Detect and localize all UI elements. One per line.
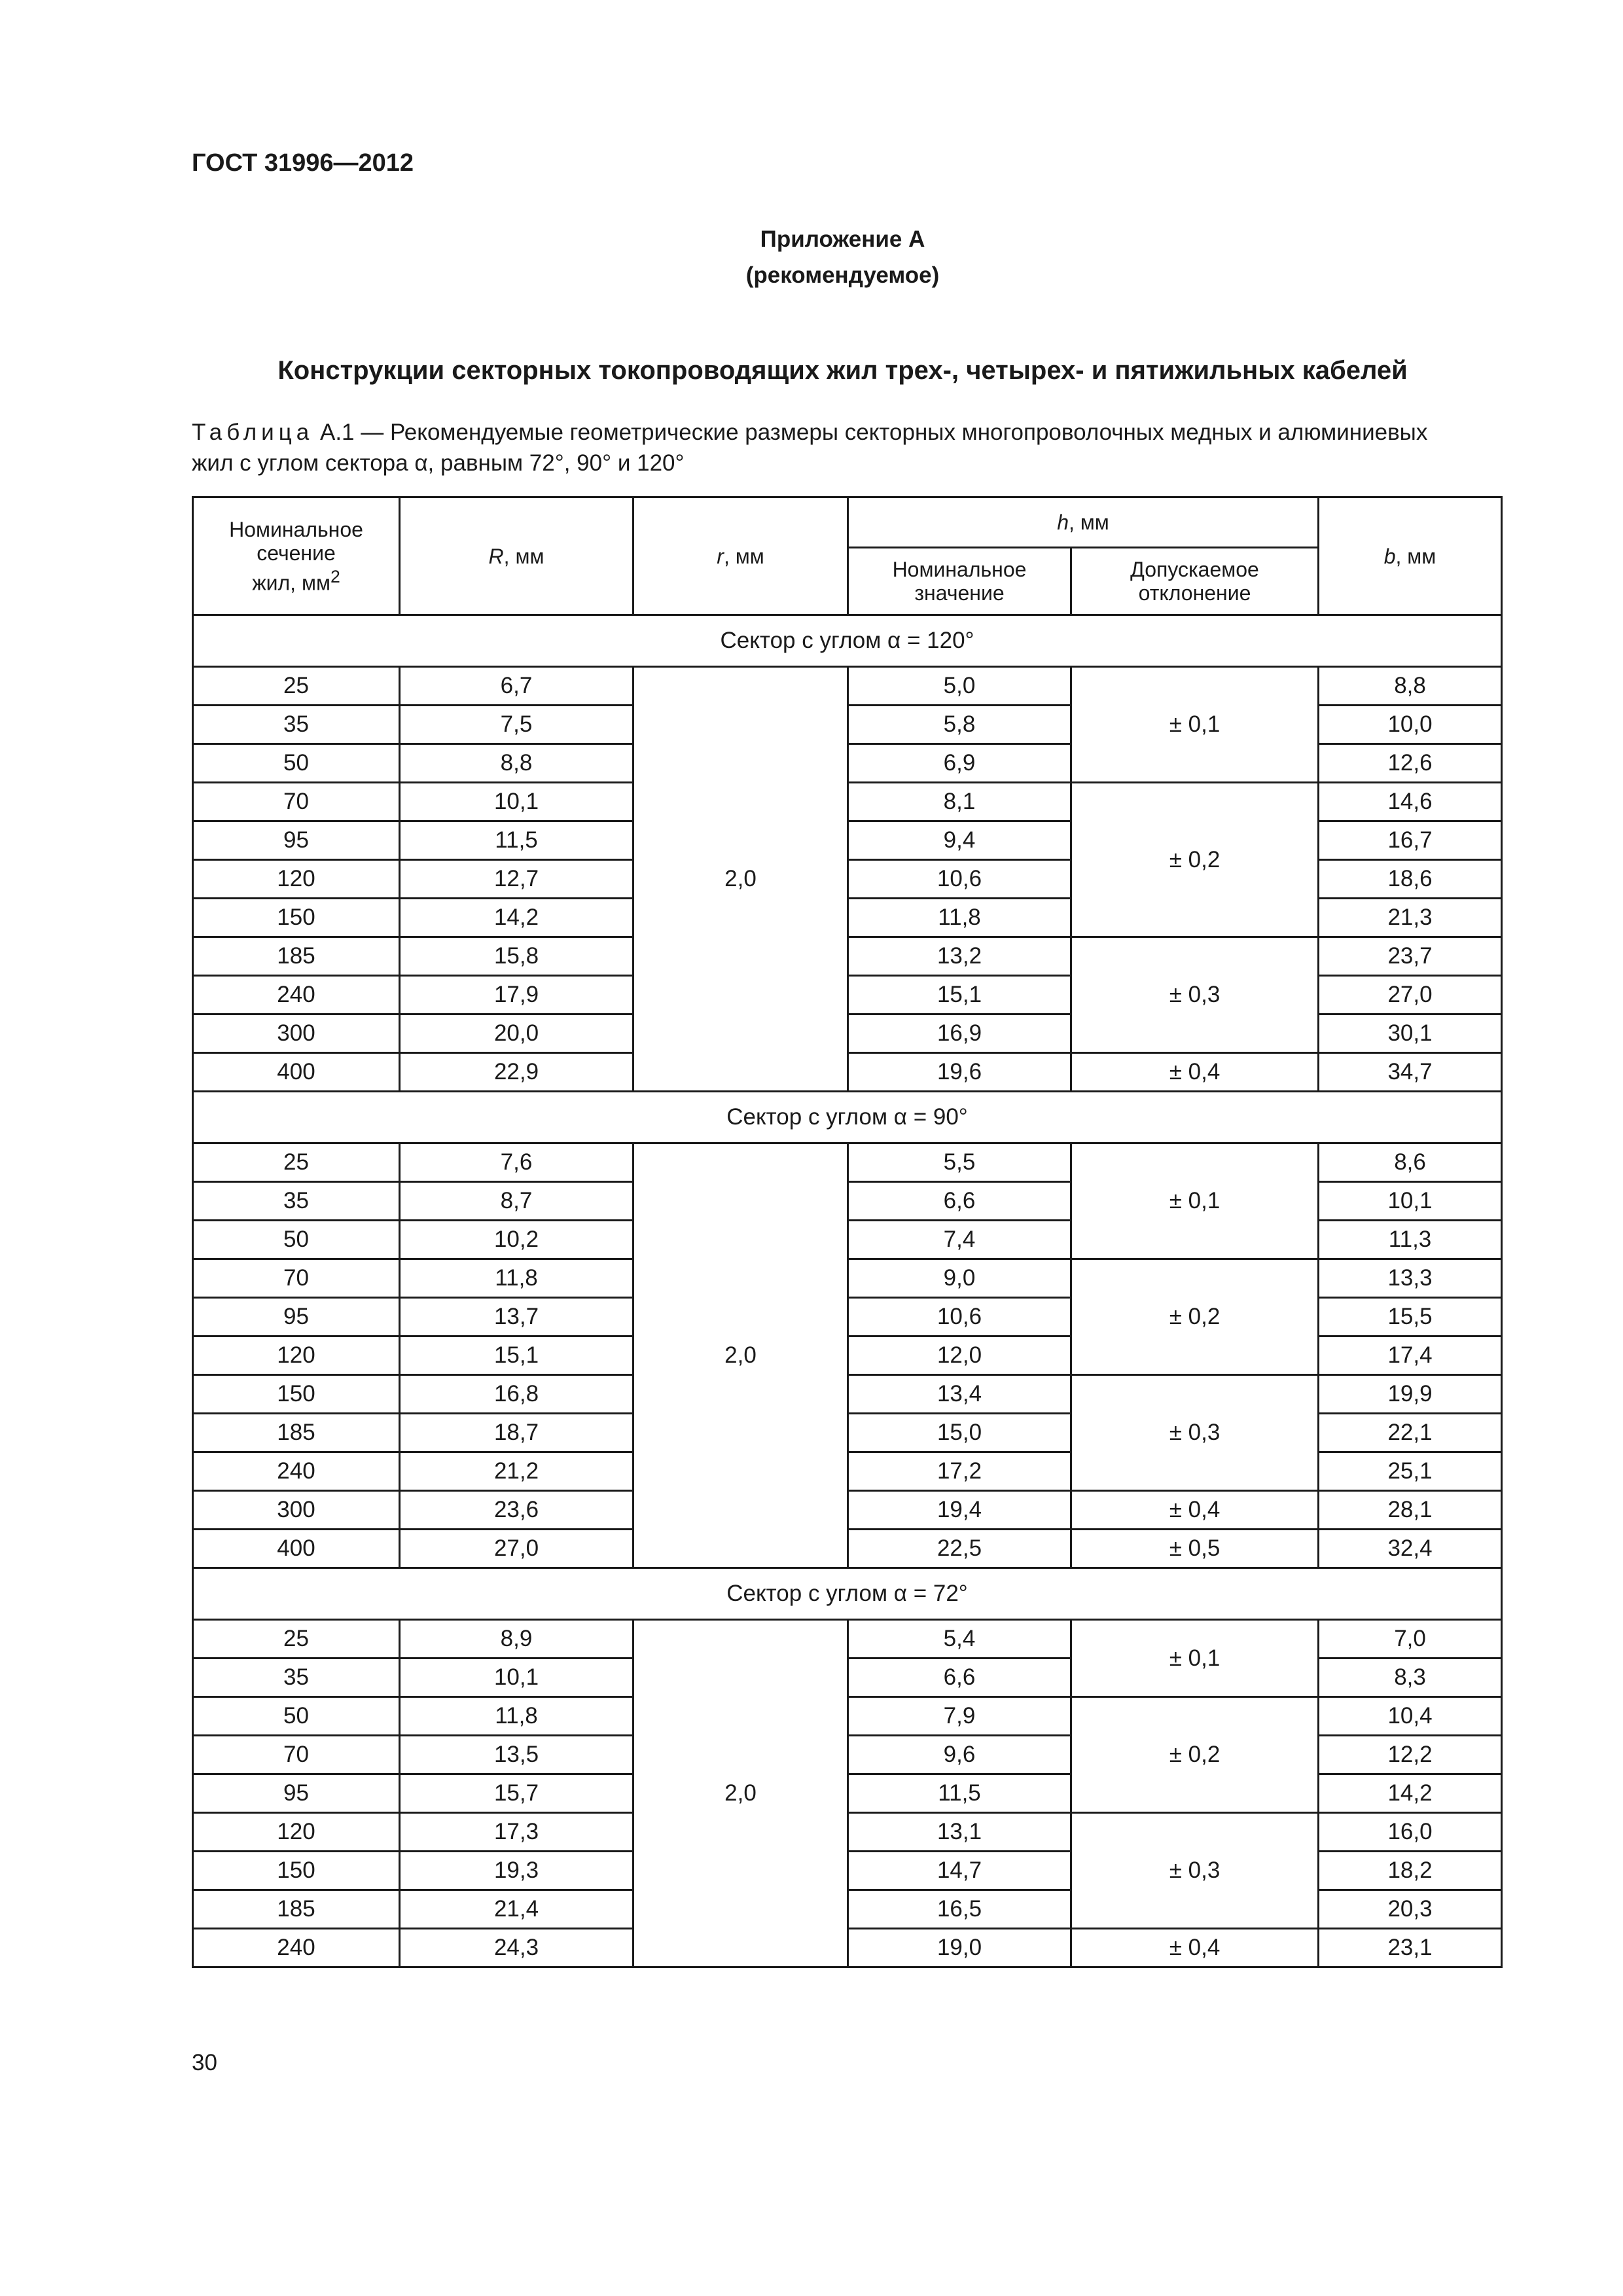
- cell-R: 13,7: [400, 1298, 633, 1336]
- cell-R: 22,9: [400, 1053, 633, 1092]
- cell-R: 12,7: [400, 860, 633, 899]
- cell-R: 8,8: [400, 744, 633, 783]
- cell-section: 25: [193, 1620, 400, 1659]
- cell-section: 95: [193, 1298, 400, 1336]
- cell-h-nominal: 17,2: [848, 1452, 1071, 1491]
- cell-h-nominal: 6,6: [848, 1659, 1071, 1697]
- cell-section: 240: [193, 1929, 400, 1967]
- cell-h-nominal: 11,8: [848, 899, 1071, 937]
- header-R: R, мм: [400, 497, 633, 615]
- cell-h-nominal: 7,4: [848, 1221, 1071, 1259]
- cell-h-nominal: 7,9: [848, 1697, 1071, 1736]
- cell-R: 6,7: [400, 667, 633, 706]
- cell-h-nominal: 5,8: [848, 706, 1071, 744]
- cell-h-deviation: ± 0,3: [1071, 1813, 1319, 1929]
- cell-section: 120: [193, 1336, 400, 1375]
- cell-section: 95: [193, 821, 400, 860]
- cell-b: 13,3: [1319, 1259, 1502, 1298]
- header-h-deviation: Допускаемое отклонение: [1071, 548, 1319, 615]
- cell-h-deviation: ± 0,3: [1071, 937, 1319, 1053]
- cell-R: 17,9: [400, 976, 633, 1014]
- document-code: ГОСТ 31996—2012: [192, 149, 414, 177]
- cell-h-nominal: 15,0: [848, 1414, 1071, 1452]
- header-b: b, мм: [1319, 497, 1502, 615]
- cell-h-nominal: 11,5: [848, 1774, 1071, 1813]
- cell-R: 27,0: [400, 1530, 633, 1568]
- cell-b: 12,6: [1319, 744, 1502, 783]
- cell-section: 25: [193, 667, 400, 706]
- cell-h-nominal: 10,6: [848, 860, 1071, 899]
- cell-h-nominal: 5,5: [848, 1143, 1071, 1182]
- cell-h-nominal: 12,0: [848, 1336, 1071, 1375]
- cell-section: 185: [193, 937, 400, 976]
- cell-R: 19,3: [400, 1852, 633, 1890]
- cell-R: 15,8: [400, 937, 633, 976]
- cell-b: 10,0: [1319, 706, 1502, 744]
- cell-h-nominal: 22,5: [848, 1530, 1071, 1568]
- cell-b: 23,7: [1319, 937, 1502, 976]
- cell-section: 300: [193, 1014, 400, 1053]
- cell-h-nominal: 9,0: [848, 1259, 1071, 1298]
- cell-h-nominal: 13,4: [848, 1375, 1071, 1414]
- section-title: Сектор с углом α = 120°: [193, 615, 1502, 667]
- cell-R: 15,1: [400, 1336, 633, 1375]
- cell-h-nominal: 16,5: [848, 1890, 1071, 1929]
- cell-R: 10,1: [400, 1659, 633, 1697]
- cell-R: 10,1: [400, 783, 633, 821]
- cell-section: 240: [193, 1452, 400, 1491]
- cell-h-nominal: 6,6: [848, 1182, 1071, 1221]
- dimensions-table: [192, 496, 1503, 1968]
- section-row: [193, 1568, 1502, 1620]
- cell-R: 21,4: [400, 1890, 633, 1929]
- cell-R: 23,6: [400, 1491, 633, 1530]
- table-row: [193, 667, 1502, 706]
- cell-h-nominal: 13,1: [848, 1813, 1071, 1852]
- section-title: Сектор с углом α = 72°: [193, 1568, 1502, 1620]
- cell-section: 50: [193, 1697, 400, 1736]
- cell-h-nominal: 6,9: [848, 744, 1071, 783]
- cell-b: 7,0: [1319, 1620, 1502, 1659]
- header-r: r, мм: [633, 497, 848, 615]
- cell-R: 18,7: [400, 1414, 633, 1452]
- cell-b: 17,4: [1319, 1336, 1502, 1375]
- cell-b: 16,0: [1319, 1813, 1502, 1852]
- cell-b: 34,7: [1319, 1053, 1502, 1092]
- cell-section: 240: [193, 976, 400, 1014]
- cell-h-deviation: ± 0,2: [1071, 1259, 1319, 1375]
- cell-R: 7,5: [400, 706, 633, 744]
- cell-b: 8,8: [1319, 667, 1502, 706]
- cell-b: 23,1: [1319, 1929, 1502, 1967]
- cell-R: 16,8: [400, 1375, 633, 1414]
- cell-h-nominal: 5,0: [848, 667, 1071, 706]
- cell-h-nominal: 13,2: [848, 937, 1071, 976]
- cell-R: 15,7: [400, 1774, 633, 1813]
- caption-text-line2: жил с углом сектора α, равным 72°, 90° и 120°: [192, 450, 685, 476]
- cell-R: 17,3: [400, 1813, 633, 1852]
- cell-section: 150: [193, 899, 400, 937]
- cell-section: 95: [193, 1774, 400, 1813]
- table-row: [193, 1143, 1502, 1182]
- cell-section: 150: [193, 1852, 400, 1890]
- cell-b: 10,1: [1319, 1182, 1502, 1221]
- cell-h-deviation: ± 0,1: [1071, 1143, 1319, 1259]
- cell-r: 2,0: [633, 1620, 848, 1967]
- cell-R: 14,2: [400, 899, 633, 937]
- header-section: Номинальное сечение жил, $мм^2$: [193, 497, 400, 615]
- cell-R: 11,8: [400, 1259, 633, 1298]
- cell-R: 10,2: [400, 1221, 633, 1259]
- cell-b: 28,1: [1319, 1491, 1502, 1530]
- cell-section: 70: [193, 1736, 400, 1774]
- cell-b: 10,4: [1319, 1697, 1502, 1736]
- cell-section: 35: [193, 706, 400, 744]
- cell-h-deviation: ± 0,4: [1071, 1491, 1319, 1530]
- cell-b: 18,6: [1319, 860, 1502, 899]
- cell-b: 14,2: [1319, 1774, 1502, 1813]
- cell-h-nominal: 8,1: [848, 783, 1071, 821]
- cell-section: 70: [193, 1259, 400, 1298]
- cell-b: 21,3: [1319, 899, 1502, 937]
- cell-section: 185: [193, 1414, 400, 1452]
- cell-h-nominal: 9,4: [848, 821, 1071, 860]
- cell-h-nominal: 5,4: [848, 1620, 1071, 1659]
- caption-text-line1: Рекомендуемые геометрические размеры секторных многопроволочных медных и алюминиевых: [389, 420, 1428, 445]
- cell-section: 120: [193, 860, 400, 899]
- header-h-nominal: Номинальное значение: [848, 548, 1071, 615]
- cell-R: 20,0: [400, 1014, 633, 1053]
- cell-R: 24,3: [400, 1929, 633, 1967]
- cell-section: 185: [193, 1890, 400, 1929]
- cell-b: 8,3: [1319, 1659, 1502, 1697]
- cell-section: 50: [193, 1221, 400, 1259]
- cell-R: 8,7: [400, 1182, 633, 1221]
- cell-b: 8,6: [1319, 1143, 1502, 1182]
- cell-h-deviation: ± 0,4: [1071, 1053, 1319, 1092]
- cell-R: 11,8: [400, 1697, 633, 1736]
- cell-R: 11,5: [400, 821, 633, 860]
- cell-h-deviation: ± 0,2: [1071, 1697, 1319, 1813]
- cell-h-nominal: 14,7: [848, 1852, 1071, 1890]
- cell-b: 22,1: [1319, 1414, 1502, 1452]
- section-row: [193, 1092, 1502, 1143]
- header-h: h, мм: [848, 497, 1319, 548]
- cell-R: 21,2: [400, 1452, 633, 1491]
- cell-b: 18,2: [1319, 1852, 1502, 1890]
- cell-h-nominal: 10,6: [848, 1298, 1071, 1336]
- cell-h-nominal: 16,9: [848, 1014, 1071, 1053]
- cell-section: 25: [193, 1143, 400, 1182]
- appendix-title: Приложение А: [760, 226, 925, 252]
- cell-section: 400: [193, 1053, 400, 1092]
- cell-h-nominal: 19,6: [848, 1053, 1071, 1092]
- cell-r: 2,0: [633, 667, 848, 1092]
- cell-h-deviation: ± 0,4: [1071, 1929, 1319, 1967]
- section-heading: Конструкции секторных токопроводящих жил трех-, четырех- и пятижильных кабелей: [277, 356, 1408, 385]
- cell-b: 11,3: [1319, 1221, 1502, 1259]
- cell-b: 15,5: [1319, 1298, 1502, 1336]
- section-row: [193, 615, 1502, 667]
- cell-h-nominal: 19,0: [848, 1929, 1071, 1967]
- cell-h-nominal: 9,6: [848, 1736, 1071, 1774]
- cell-h-deviation: ± 0,5: [1071, 1530, 1319, 1568]
- cell-section: 35: [193, 1659, 400, 1697]
- cell-section: 150: [193, 1375, 400, 1414]
- cell-section: 400: [193, 1530, 400, 1568]
- cell-b: 16,7: [1319, 821, 1502, 860]
- cell-R: 13,5: [400, 1736, 633, 1774]
- cell-h-deviation: ± 0,3: [1071, 1375, 1319, 1491]
- cell-h-nominal: 15,1: [848, 976, 1071, 1014]
- cell-b: 30,1: [1319, 1014, 1502, 1053]
- cell-h-nominal: 19,4: [848, 1491, 1071, 1530]
- table-row: [193, 1620, 1502, 1659]
- page-number: 30: [192, 2050, 217, 2075]
- caption-label: Таблица: [192, 420, 314, 445]
- cell-b: 27,0: [1319, 976, 1502, 1014]
- cell-b: 20,3: [1319, 1890, 1502, 1929]
- cell-section: 50: [193, 744, 400, 783]
- cell-section: 300: [193, 1491, 400, 1530]
- caption-number: А.1 —: [319, 420, 384, 445]
- cell-R: 8,9: [400, 1620, 633, 1659]
- section-title: Сектор с углом α = 90°: [193, 1092, 1502, 1143]
- cell-b: 12,2: [1319, 1736, 1502, 1774]
- cell-R: 7,6: [400, 1143, 633, 1182]
- cell-b: 25,1: [1319, 1452, 1502, 1491]
- cell-b: 14,6: [1319, 783, 1502, 821]
- cell-h-deviation: ± 0,1: [1071, 1620, 1319, 1697]
- cell-section: 35: [193, 1182, 400, 1221]
- cell-h-deviation: ± 0,2: [1071, 783, 1319, 937]
- cell-r: 2,0: [633, 1143, 848, 1568]
- cell-section: 120: [193, 1813, 400, 1852]
- cell-b: 19,9: [1319, 1375, 1502, 1414]
- appendix-subtitle: (рекомендуемое): [745, 262, 940, 288]
- cell-b: 32,4: [1319, 1530, 1502, 1568]
- appendix-block: [0, 221, 1623, 293]
- table-caption: [192, 417, 1501, 478]
- cell-section: 70: [193, 783, 400, 821]
- cell-h-deviation: ± 0,1: [1071, 667, 1319, 783]
